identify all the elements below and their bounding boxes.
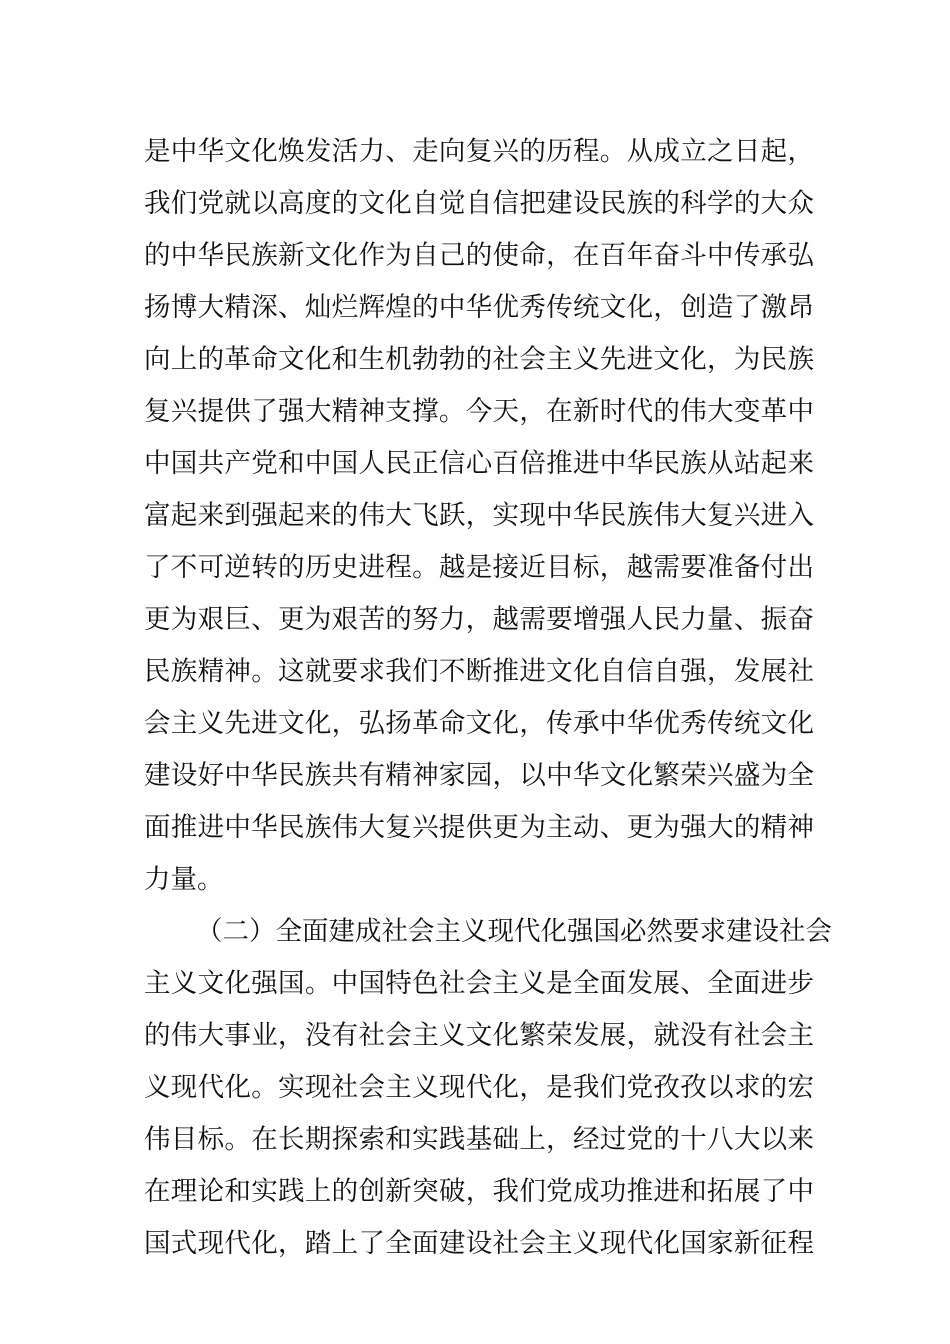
paragraph-1 — [144, 126, 814, 906]
text-line: （二）全面建成社会主义现代化强国必然要求建设社会 — [196, 916, 832, 947]
text-line: 建设好中华民族共有精神家园，以中华文化繁荣兴盛为全 — [144, 760, 814, 791]
text-line: 复兴提供了强大精神支撑。今天，在新时代的伟大变革中 — [144, 396, 814, 427]
text-line: 在理论和实践上的创新突破，我们党成功推进和拓展了中 — [144, 1176, 814, 1207]
text-line: 义现代化。实现社会主义现代化，是我们党孜孜以求的宏 — [144, 1072, 814, 1103]
text-line: 更为艰巨、更为艰苦的努力，越需要增强人民力量、振奋 — [144, 604, 814, 635]
document-body — [144, 126, 832, 1270]
text-line: 的伟大事业，没有社会主义文化繁荣发展，就没有社会主 — [144, 1020, 814, 1051]
text-line: 我们党就以高度的文化自觉自信把建设民族的科学的大众 — [144, 188, 814, 219]
text-line: 富起来到强起来的伟大飞跃，实现中华民族伟大复兴进入 — [144, 500, 814, 531]
text-line: 国式现代化，踏上了全面建设社会主义现代化国家新征程 — [144, 1228, 814, 1259]
text-line: 面推进中华民族伟大复兴提供更为主动、更为强大的精神 — [144, 812, 814, 843]
text-line: 是中华文化焕发活力、走向复兴的历程。从成立之日起， — [144, 136, 814, 167]
text-line: 主义文化强国。中国特色社会主义是全面发展、全面进步 — [144, 968, 814, 999]
text-line: 民族精神。这就要求我们不断推进文化自信自强，发展社 — [144, 656, 814, 687]
text-line: 扬博大精深、灿烂辉煌的中华优秀传统文化，创造了激昂 — [144, 292, 814, 323]
text-line: 会主义先进文化，弘扬革命文化，传承中华优秀传统文化 — [144, 708, 814, 739]
text-line: 力量。 — [144, 864, 224, 895]
text-line: 伟目标。在长期探索和实践基础上，经过党的十八大以来 — [144, 1124, 814, 1155]
text-line: 向上的革命文化和生机勃勃的社会主义先进文化，为民族 — [144, 344, 814, 375]
text-line: 中国共产党和中国人民正信心百倍推进中华民族从站起来 — [144, 448, 814, 479]
text-line: 了不可逆转的历史进程。越是接近目标，越需要准备付出 — [144, 552, 814, 583]
text-line: 的中华民族新文化作为自己的使命，在百年奋斗中传承弘 — [144, 240, 814, 271]
paragraph-2 — [144, 906, 832, 1270]
